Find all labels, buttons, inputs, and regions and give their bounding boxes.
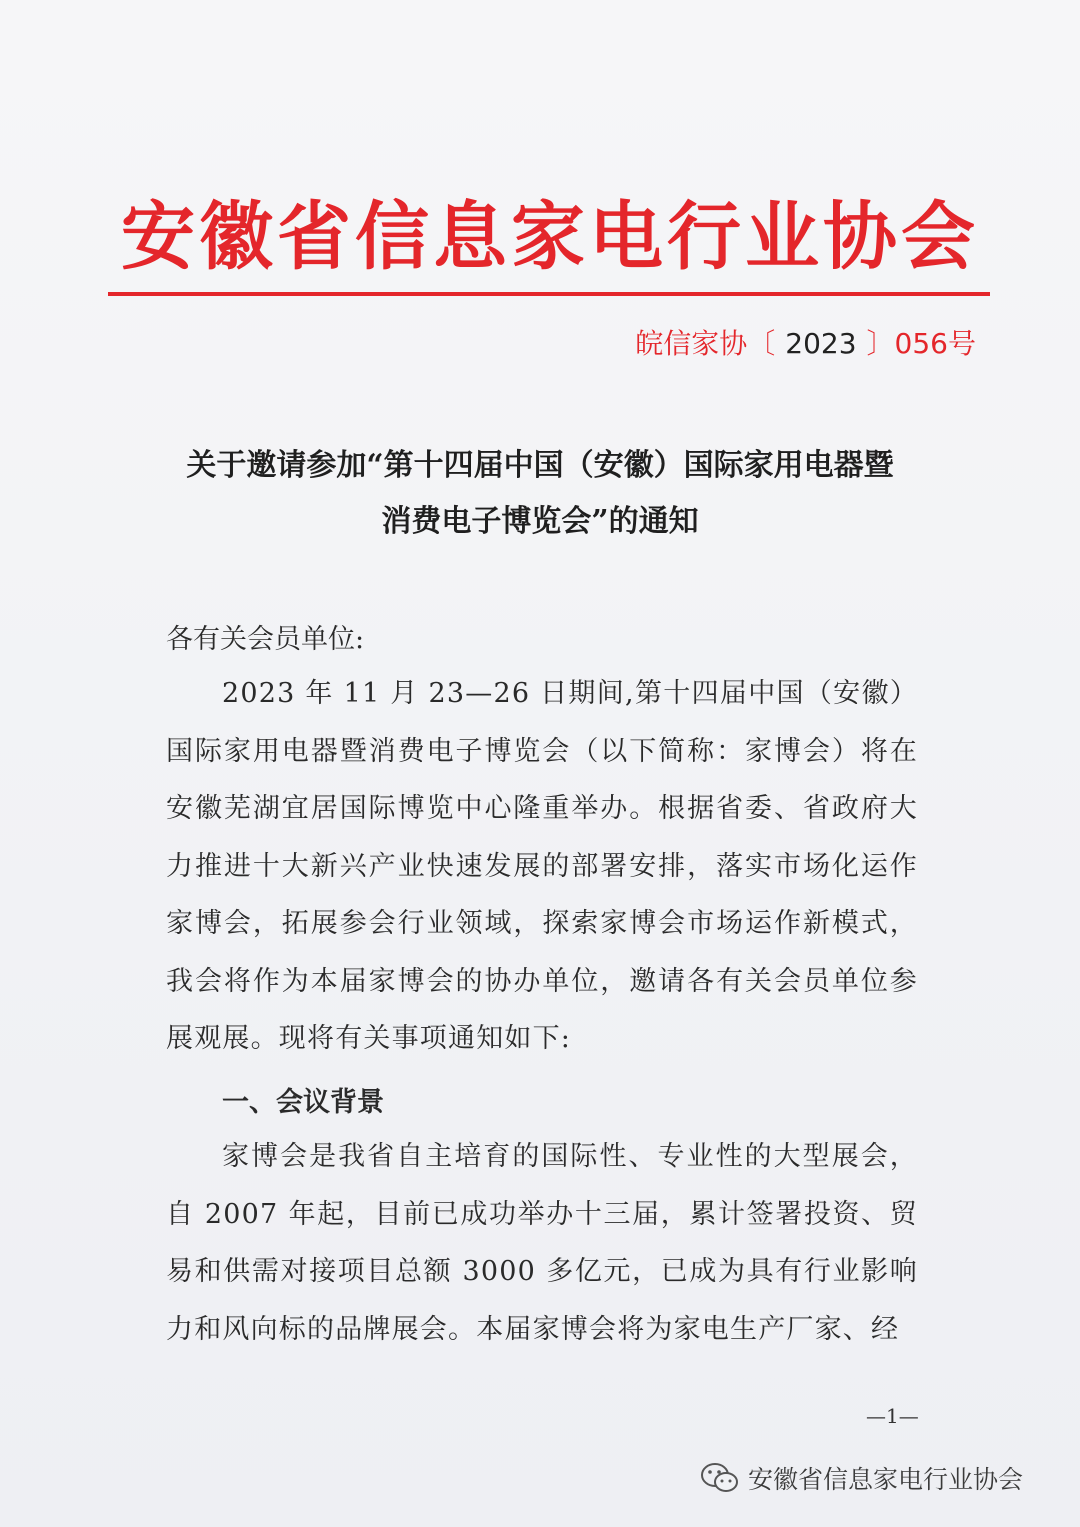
body-paragraph-1: 2023 年 11 月 23—26 日期间,第十四届中国（安徽）国际家用电器暨消费电子博览会（以下简称：家博会）将在安徽芜湖宜居国际博览中心隆重举办。根据省委、省政府大力推进十大新兴产业快速发展的部署安排，落实市场化运作家博会，拓展参会行业领域，探索家博会市场运作新模式，我会将作为本届家博会的协办单位，邀请各有关会员单位参展观展。现将有关事项通知如下: [166, 678, 918, 1054]
doc-number-suffix: 〕056号 [866, 327, 976, 360]
wechat-icon [700, 1461, 740, 1495]
organization-title: 安徽省信息家电行业协会 [121, 194, 979, 280]
doc-number-year: 2023 [785, 327, 857, 360]
section-heading-background: 一、会议背景 [222, 1087, 384, 1118]
doc-number-prefix: 皖信家协〔 [635, 327, 776, 360]
document-number [635, 322, 976, 362]
notice-title-line-1: 关于邀请参加“第十四届中国（安徽）国际家用电器暨 [186, 448, 894, 483]
notice-title-line-2: 消费电子博览会”的通知 [381, 504, 699, 539]
salutation: 各有关会员单位: [166, 624, 365, 655]
watermark-text: 安徽省信息家电行业协会 [748, 1465, 1024, 1494]
red-header-rule [108, 292, 990, 296]
page-number: —1— [866, 1404, 919, 1428]
body-paragraph-2: 家博会是我省自主培育的国际性、专业性的大型展会，自 2007 年起，目前已成功举办十三届，累计签署投资、贸易和供需对接项目总额 3000 多亿元，已成为具有行业影响力和风向标的品牌展会。本届家博会将为家电生产厂家、经 [166, 1141, 918, 1345]
wechat-watermark [700, 1460, 1023, 1496]
